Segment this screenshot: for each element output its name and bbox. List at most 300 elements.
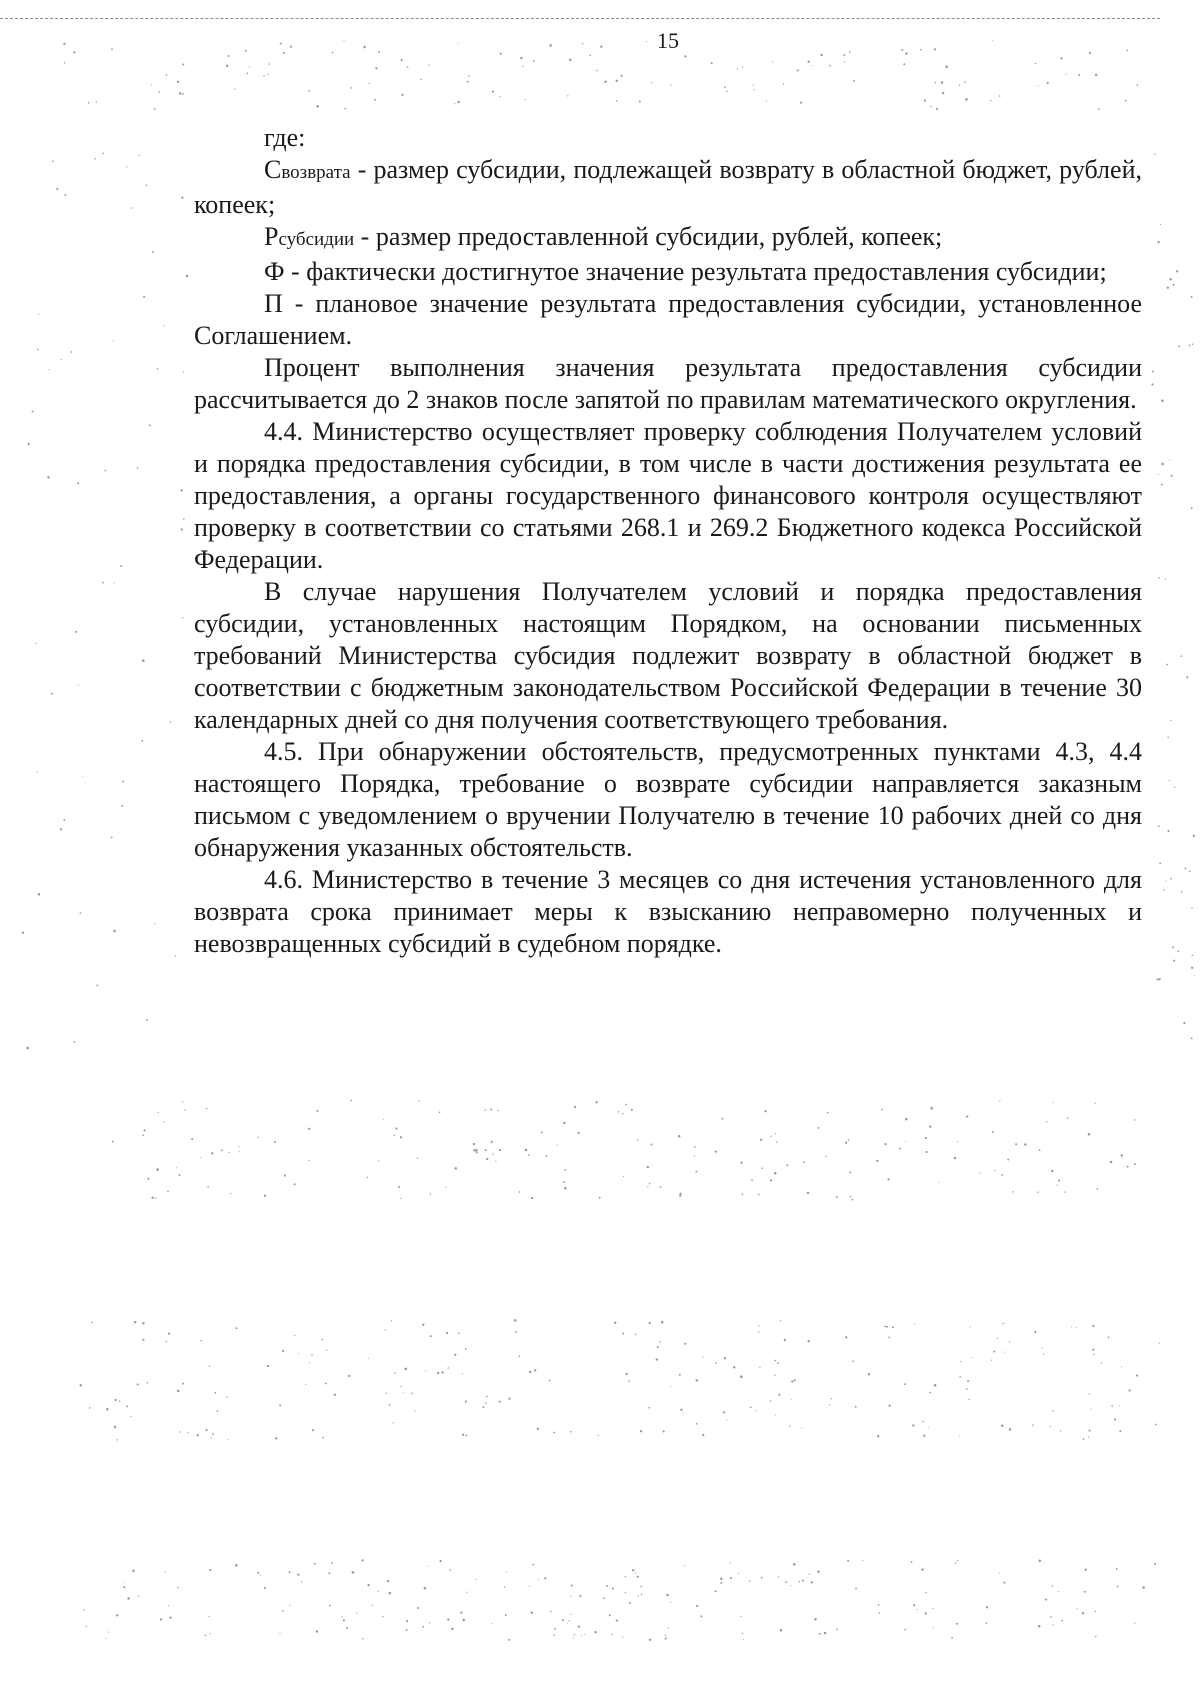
scan-speck <box>289 1605 290 1606</box>
scan-speck <box>903 63 905 65</box>
scan-speck <box>451 1628 453 1630</box>
scan-speck <box>226 65 228 67</box>
scan-speck <box>664 1638 665 1639</box>
scan-speck <box>439 1112 441 1114</box>
scan-speck <box>79 1384 82 1387</box>
scan-speck <box>1057 1185 1058 1186</box>
scan-speck <box>1159 1343 1160 1344</box>
scan-speck <box>751 1180 753 1182</box>
scan-speck <box>228 55 230 57</box>
scan-speck <box>990 100 991 101</box>
scan-speck <box>267 74 268 75</box>
scan-speck <box>322 1339 324 1341</box>
scan-speck <box>228 1439 229 1440</box>
scan-speck <box>623 1176 624 1177</box>
scan-speck <box>758 1325 759 1326</box>
scan-speck <box>506 1572 507 1573</box>
scan-speck <box>1183 1022 1185 1024</box>
scan-speck <box>169 1617 171 1619</box>
scan-speck <box>979 1173 980 1174</box>
scan-speck <box>508 1639 510 1641</box>
scan-speck <box>571 1584 573 1586</box>
scan-speck <box>614 1322 616 1324</box>
scan-speck <box>322 1437 324 1439</box>
scan-speck <box>1116 1568 1118 1570</box>
scan-speck <box>1094 1103 1095 1104</box>
scan-speck <box>803 1161 805 1163</box>
scan-speck <box>35 643 36 644</box>
scan-speck <box>132 1569 135 1572</box>
scan-speck <box>454 1167 457 1170</box>
scan-speck <box>720 1577 723 1580</box>
scan-speck <box>1001 1174 1003 1176</box>
scan-speck <box>663 1430 665 1432</box>
scan-speck <box>641 1594 642 1595</box>
scan-speck <box>1082 1612 1084 1614</box>
scan-speck <box>177 81 179 83</box>
scan-speck <box>850 1196 852 1198</box>
scan-speck <box>740 1162 742 1164</box>
scan-speck <box>235 1564 238 1567</box>
scan-speck <box>793 1563 796 1566</box>
scan-speck <box>711 62 713 64</box>
scan-speck <box>770 1179 772 1181</box>
scan-speck <box>1155 1424 1157 1426</box>
scan-speck <box>557 1144 558 1145</box>
scan-speck <box>38 314 39 315</box>
scan-speck <box>495 1160 496 1161</box>
scan-speck <box>625 1104 627 1106</box>
scan-speck <box>1064 1191 1065 1192</box>
scan-speck <box>1158 241 1160 243</box>
scan-speck <box>911 1561 913 1563</box>
scan-speck <box>1060 1430 1061 1431</box>
scan-speck <box>187 1432 188 1433</box>
scan-speck <box>181 528 183 530</box>
scan-speck <box>778 1394 780 1396</box>
scan-speck <box>182 1383 184 1385</box>
scan-speck <box>211 1152 213 1154</box>
scan-speck <box>986 1606 988 1608</box>
scan-speck <box>968 1399 969 1400</box>
scan-speck <box>737 68 738 69</box>
scan-speck <box>157 368 159 370</box>
definition-return-amount: Свозврата - размер субсидии, подлежащей возврату в областной бюджет, рублей, копеек; <box>194 155 1142 219</box>
scan-speck <box>518 1355 520 1357</box>
scan-speck <box>635 1573 636 1574</box>
scan-speck <box>282 1610 284 1612</box>
definition-planned-value: П - плановое значение результата предоставления субсидии, установленное Соглашением. <box>194 289 1142 350</box>
scan-speck <box>603 1597 605 1599</box>
scan-speck <box>957 1141 958 1142</box>
scan-speck <box>729 1562 730 1563</box>
scan-speck <box>573 1634 575 1636</box>
scan-speck <box>753 85 754 86</box>
scan-speck <box>964 81 966 83</box>
scan-speck <box>1038 1625 1041 1628</box>
scan-speck <box>684 55 686 57</box>
scan-speck <box>239 1151 240 1152</box>
scan-speck <box>625 1373 627 1375</box>
scan-speck <box>422 1626 424 1628</box>
scan-speck <box>352 1571 355 1574</box>
scan-speck <box>811 1581 813 1583</box>
scan-speck <box>398 1186 400 1188</box>
scan-speck <box>131 207 133 209</box>
scan-speck <box>584 1634 585 1635</box>
scan-speck <box>817 1127 819 1129</box>
scan-speck <box>1088 1133 1091 1136</box>
scan-speck <box>925 1612 927 1614</box>
scan-speck <box>743 1639 744 1640</box>
scan-speck <box>249 66 250 67</box>
scan-speck <box>206 1108 207 1109</box>
scan-speck <box>1005 1352 1006 1353</box>
scan-speck <box>726 91 728 93</box>
scan-speck <box>596 70 598 72</box>
scan-speck <box>82 776 83 777</box>
scan-speck <box>764 1110 766 1112</box>
scan-speck <box>884 1325 886 1327</box>
scan-speck <box>165 1571 166 1572</box>
scan-speck <box>625 1592 627 1594</box>
scan-speck <box>814 1618 817 1621</box>
scan-speck <box>1085 1569 1087 1571</box>
scan-speck <box>812 65 813 66</box>
scan-speck <box>112 1141 114 1143</box>
scan-speck <box>905 1141 906 1142</box>
scan-speck <box>843 54 845 56</box>
scan-speck <box>106 1408 109 1411</box>
scan-speck <box>836 1629 838 1631</box>
scan-speck <box>166 74 168 76</box>
scan-speck <box>639 101 641 103</box>
scan-speck <box>564 1169 566 1171</box>
scan-speck <box>462 1434 464 1436</box>
scan-speck <box>1098 108 1100 110</box>
scan-speck <box>457 101 459 103</box>
scan-speck <box>951 1637 953 1639</box>
scan-speck <box>486 1158 488 1160</box>
scan-speck <box>316 1630 318 1632</box>
scan-speck <box>400 1136 402 1138</box>
scan-speck <box>888 1405 890 1407</box>
scan-speck <box>1167 830 1169 832</box>
scan-speck <box>80 912 82 914</box>
scan-speck <box>930 106 931 107</box>
scan-speck <box>569 1620 570 1621</box>
scan-speck <box>783 83 784 84</box>
scan-speck <box>181 197 183 199</box>
scan-speck <box>790 1585 791 1586</box>
scan-speck <box>387 1580 389 1582</box>
scan-speck <box>454 1354 456 1356</box>
scan-speck <box>618 1111 619 1112</box>
scan-speck <box>499 1401 501 1403</box>
scan-speck <box>845 1142 847 1144</box>
scan-speck <box>168 1605 169 1606</box>
scan-speck <box>205 1635 207 1637</box>
scan-speck <box>492 1623 493 1624</box>
scan-speck <box>955 1562 956 1563</box>
scan-speck <box>308 90 310 92</box>
scan-speck <box>500 96 501 97</box>
scan-speck <box>274 1141 276 1143</box>
scan-speck <box>611 1634 612 1635</box>
scan-speck <box>113 340 114 341</box>
scan-speck <box>378 1160 379 1161</box>
scan-speck <box>1154 153 1155 154</box>
scan-speck <box>126 1405 128 1407</box>
scan-speck <box>447 1618 449 1620</box>
scan-speck <box>1053 1102 1054 1103</box>
scan-speck <box>553 1432 555 1434</box>
scan-speck <box>766 101 767 102</box>
scan-speck <box>1095 1611 1097 1613</box>
scan-speck <box>1052 1585 1053 1586</box>
scan-speck <box>1158 825 1160 827</box>
scan-speck <box>406 1629 408 1631</box>
scan-speck <box>114 1426 116 1428</box>
scan-speck <box>720 1582 722 1584</box>
scan-speck <box>325 1382 327 1384</box>
scan-speck <box>606 1585 608 1587</box>
scan-speck <box>999 1100 1000 1101</box>
scan-speck <box>802 1579 804 1581</box>
scan-speck <box>1015 1143 1017 1145</box>
scan-speck <box>929 1125 931 1127</box>
scan-speck <box>780 1320 781 1321</box>
scan-speck <box>301 1581 302 1582</box>
scan-speck <box>26 1047 29 1050</box>
scan-speck <box>820 54 822 56</box>
scan-speck <box>1152 371 1154 373</box>
scan-speck <box>738 1573 739 1574</box>
scan-speck <box>420 79 422 81</box>
scan-speck <box>1193 835 1195 837</box>
scan-speck <box>400 59 402 61</box>
scan-speck <box>180 489 182 491</box>
scan-speck <box>1181 891 1183 893</box>
scan-speck <box>424 1587 427 1590</box>
scan-speck <box>284 1174 286 1176</box>
scan-speck <box>801 1427 802 1428</box>
scan-speck <box>422 1324 424 1326</box>
scan-speck <box>544 1577 546 1579</box>
clause-4-4-violation: В случае нарушения Получателем условий и порядка предоставления субсидии, установленных настоящим Порядком, на основании письменных требований Министерства субсидия подлежит возврату в областной бюджет в соответствии с бюджетным законодательством Российской Федерации в течение 30 календарных дней со дня получения соответствующего требования. <box>194 577 1142 734</box>
scan-speck <box>205 1429 207 1431</box>
scan-speck <box>914 1323 915 1324</box>
scan-speck <box>622 1637 623 1638</box>
scan-speck <box>635 1334 637 1336</box>
scan-speck <box>912 1424 914 1426</box>
scan-speck <box>569 59 571 61</box>
scan-speck <box>679 1195 681 1197</box>
scan-speck <box>328 1572 330 1574</box>
scan-speck <box>182 64 184 66</box>
scan-speck <box>679 1374 681 1376</box>
scan-speck <box>939 1182 940 1183</box>
scan-speck <box>160 1618 162 1620</box>
scan-speck <box>449 1569 451 1571</box>
scan-speck <box>428 1566 429 1567</box>
scan-speck <box>184 1109 185 1110</box>
scan-speck <box>1192 955 1194 957</box>
scan-speck <box>904 1383 906 1385</box>
scan-speck <box>411 1392 413 1394</box>
scan-speck <box>497 1110 498 1111</box>
scan-speck <box>789 1425 790 1426</box>
scan-speck <box>1110 1161 1113 1164</box>
scan-speck <box>533 60 535 62</box>
scan-speck <box>437 1372 439 1374</box>
scan-speck <box>147 1382 149 1384</box>
scan-speck <box>1166 664 1168 666</box>
scan-speck <box>1127 1166 1129 1168</box>
scan-speck <box>94 158 96 160</box>
scan-speck <box>942 92 944 94</box>
scan-speck <box>1108 1337 1110 1339</box>
scan-speck <box>696 1423 698 1425</box>
scan-speck <box>305 1384 306 1385</box>
scan-speck <box>197 1434 199 1436</box>
scan-speck <box>966 1115 968 1117</box>
scan-speck <box>127 1597 130 1600</box>
scan-speck <box>733 1366 735 1368</box>
scan-speck <box>361 1559 363 1561</box>
scan-speck <box>308 1160 309 1161</box>
scan-speck <box>394 1372 396 1374</box>
scan-speck <box>1142 1586 1145 1589</box>
document-body <box>194 122 1142 960</box>
scan-speck <box>749 1580 751 1582</box>
scan-speck <box>499 1149 501 1151</box>
scan-speck <box>111 837 113 839</box>
scan-speck <box>740 1375 743 1378</box>
scan-speck <box>777 1362 779 1364</box>
scan-speck <box>670 84 671 85</box>
scan-speck <box>845 1336 847 1338</box>
scan-speck <box>247 73 249 75</box>
scan-speck <box>714 1590 716 1592</box>
scan-speck <box>595 1101 597 1103</box>
scan-speck <box>579 1595 581 1597</box>
scan-speck <box>659 1341 661 1343</box>
scan-speck <box>960 1361 961 1362</box>
scan-speck <box>156 1168 159 1171</box>
scan-speck <box>1191 296 1193 298</box>
scan-speck <box>1119 1405 1120 1406</box>
scan-speck <box>849 1171 851 1173</box>
scan-speck <box>1097 1188 1099 1190</box>
scan-speck <box>52 160 54 162</box>
scan-speck <box>1161 484 1163 486</box>
scan-speck <box>1052 1410 1053 1411</box>
scan-speck <box>102 153 104 155</box>
scan-speck <box>1060 57 1062 59</box>
scan-speck <box>1003 1582 1005 1584</box>
scan-speck <box>750 1407 752 1409</box>
scan-speck <box>665 1635 666 1636</box>
scan-speck <box>696 1379 699 1382</box>
scan-speck <box>383 1119 384 1120</box>
scan-speck <box>1129 1389 1131 1391</box>
scan-speck <box>38 893 41 896</box>
scan-speck <box>678 1135 681 1138</box>
scan-speck <box>740 1616 741 1617</box>
scan-speck <box>1191 507 1193 509</box>
scan-speck <box>525 1149 528 1152</box>
scan-speck <box>260 1575 261 1576</box>
scan-speck <box>374 99 376 101</box>
scan-speck <box>553 1634 555 1636</box>
scan-speck <box>799 1581 800 1582</box>
scan-speck <box>446 1332 448 1334</box>
scan-speck <box>925 1137 927 1139</box>
scan-speck <box>567 1623 568 1624</box>
scan-speck <box>532 1564 534 1566</box>
scan-speck <box>155 1197 156 1198</box>
scan-speck <box>1137 84 1139 86</box>
scan-speck <box>959 85 960 86</box>
scan-speck <box>137 1383 139 1385</box>
scan-speck <box>929 1392 931 1394</box>
scan-speck <box>154 923 155 924</box>
scan-top-border <box>0 18 1160 19</box>
scan-speck <box>1092 1349 1094 1351</box>
scan-speck <box>209 1366 210 1367</box>
scan-speck <box>1039 1149 1041 1151</box>
scan-speck <box>71 351 73 353</box>
scan-speck <box>727 1420 728 1421</box>
scan-speck <box>1032 1424 1033 1425</box>
scan-speck <box>207 1186 209 1188</box>
scan-speck <box>400 1198 401 1199</box>
scan-speck <box>113 930 116 933</box>
scan-speck <box>966 1388 968 1390</box>
scan-speck <box>83 1609 84 1610</box>
clause-4-5: 4.5. При обнаружении обстоятельств, предусмотренных пунктами 4.3, 4.4 настоящего Порядка, требование о возврате субсидии направляется заказным письмом с уведомлением о вручении Получателю в течение 10 рабочих дней со дня обнаружения указанных обстоятельств. <box>194 737 1142 862</box>
scan-speck <box>1089 1430 1091 1432</box>
scan-speck <box>1169 459 1170 460</box>
scan-speck <box>647 1186 648 1187</box>
scan-speck <box>146 1019 148 1021</box>
scan-speck <box>921 1568 923 1570</box>
scan-speck <box>1170 720 1171 721</box>
scan-speck <box>1041 1347 1042 1348</box>
scan-speck <box>1134 1119 1135 1120</box>
scan-speck <box>1037 1192 1038 1193</box>
scan-speck <box>131 1416 132 1417</box>
scan-speck <box>881 1109 883 1111</box>
scan-speck <box>348 1375 350 1377</box>
scan-speck <box>1176 270 1178 272</box>
scan-speck <box>1095 1636 1096 1637</box>
scan-speck <box>625 1576 626 1577</box>
scan-speck <box>382 1616 384 1618</box>
paragraph-where: где: <box>264 123 306 152</box>
scan-speck <box>534 1369 536 1371</box>
scan-speck <box>350 87 352 89</box>
scan-speck <box>1170 878 1172 880</box>
scan-speck <box>102 582 104 584</box>
scan-speck <box>684 1565 685 1566</box>
scan-speck <box>1189 345 1191 347</box>
scan-speck <box>350 1100 352 1102</box>
scan-speck <box>945 66 948 69</box>
scan-speck <box>622 1113 623 1114</box>
scan-speck <box>113 583 114 584</box>
